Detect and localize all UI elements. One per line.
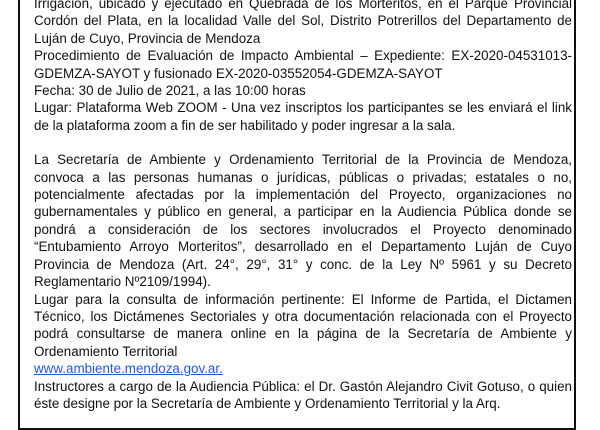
website-link[interactable]: www.ambiente.mendoza.gov.ar. bbox=[34, 361, 223, 377]
date-line: Fecha: 30 de Julio de 2021, a las 10:00 horas bbox=[34, 83, 306, 99]
procedure-paragraph: Procedimiento de Evaluación de Impacto Ambiental – Expediente: EX-2020-04531013-GDEMZA-SAYOT y fusionado EX-2020-03552054-GDEMZA-SAYOT bbox=[34, 48, 572, 81]
notice-body bbox=[34, 0, 572, 412]
consultation-paragraph: Lugar para la consulta de información pertinente: El Informe de Partida, el Dictamen Técnico, los Dictámenes Sectoriales y otra documentación relacionada con el Proyecto podrá consultarse de manera online en la página de la Secretaría de Ambiente y Ordenamiento Territorial bbox=[34, 291, 572, 359]
project-intro-paragraph: Irrigación, ubicado y ejecutado en Quebrada de los Morteritos, en el Parque Provincial Cordón del Plata, en la localidad Valle del Sol, Distrito Potrerillos del Departamento de Luján de Cuyo, Provincia de Mendoza bbox=[34, 0, 572, 46]
instructors-paragraph: Instructores a cargo de la Audiencia Pública: el Dr. Gastón Alejandro Civit Gotuso, o quien éste designe por la Secretaría de Ambiente y Ordenamiento Territorial y la Arq. bbox=[34, 378, 572, 411]
paragraph-spacer bbox=[34, 134, 572, 151]
place-paragraph: Lugar: Plataforma Web ZOOM - Una vez inscriptos los participantes se les enviará el link de la plataforma zoom a fin de ser habilitado y poder ingresar a la sala. bbox=[34, 100, 572, 133]
convocation-paragraph: La Secretaría de Ambiente y Ordenamiento Territorial de la Provincia de Mendoza, convoca a las personas humanas o jurídicas, públicas o privadas; estatales o no, potencialmente afectadas por la implementación del Proyecto, organizaciones no gubernamentales y público en general, a participar en la Audiencia Pública donde se pondrá a consideración de los sectores involucrados el Proyecto denominado “Entubamiento Arroyo Morteritos”, desarrollado en el Departamento Luján de Cuyo Provincia de Mendoza (Art. 24°, 29°, 31° y conc. de la Ley Nº 5961 y su Decreto Reglamentario Nº2109/1994). bbox=[34, 152, 572, 290]
